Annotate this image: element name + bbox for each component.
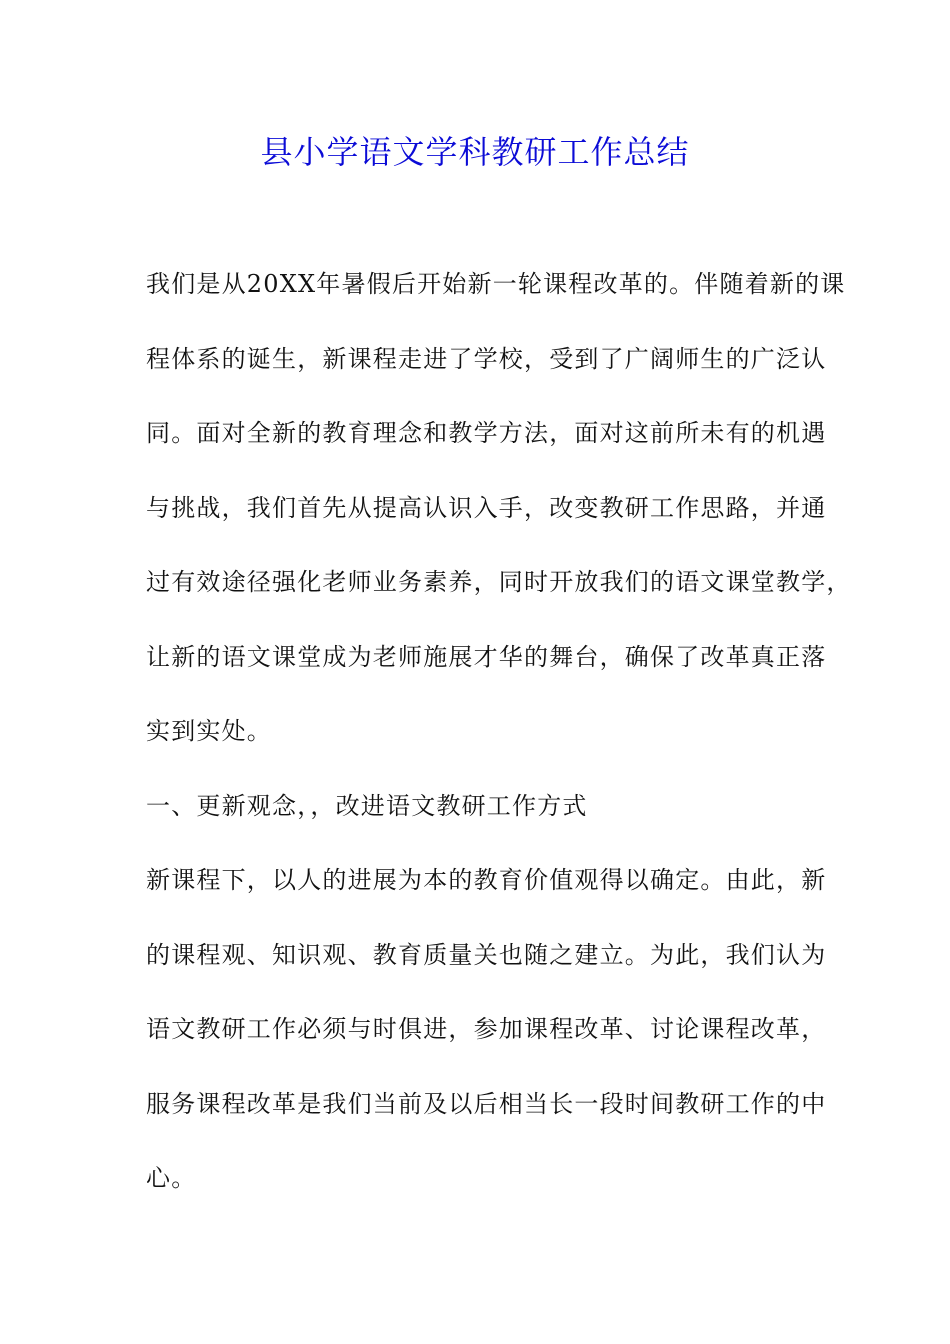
text-line: 我们是从20XX年暑假后开始新一轮课程改革的。伴随着新的课 bbox=[146, 270, 846, 298]
text-line: 同。面对全新的教育理念和教学方法，面对这前所未有的机遇 bbox=[146, 419, 827, 447]
text-line: 语文教研工作必须与时俱进，参加课程改革、讨论课程改革， bbox=[146, 1015, 827, 1043]
text-line: 心。 bbox=[146, 1164, 197, 1192]
text-line: 实到实处。 bbox=[146, 717, 272, 745]
text-line: 过有效途径强化老师业务素养，同时开放我们的语文课堂教学， bbox=[146, 568, 852, 596]
text-line: 新课程下，以人的进展为本的教育价值观得以确定。由此，新 bbox=[146, 866, 827, 894]
document-body bbox=[146, 262, 852, 1231]
text-line: 与挑战，我们首先从提高认识入手，改变教研工作思路，并通 bbox=[146, 493, 827, 522]
text-line: 的课程观、知识观、教育质量关也随之建立。为此，我们认为 bbox=[146, 940, 827, 969]
text-line: 让新的语文课堂成为老师施展才华的舞台，确保了改革真正落 bbox=[146, 642, 827, 671]
text-line: 程体系的诞生，新课程走进了学校，受到了广阔师生的广泛认 bbox=[146, 344, 827, 373]
section-heading: 一、更新观念，，改进语文教研工作方式 bbox=[146, 791, 588, 820]
document-title: 县小学语文学科教研工作总结 bbox=[260, 133, 690, 171]
text-line: 服务课程改革是我们当前及以后相当长一段时间教研工作的中 bbox=[146, 1089, 827, 1118]
